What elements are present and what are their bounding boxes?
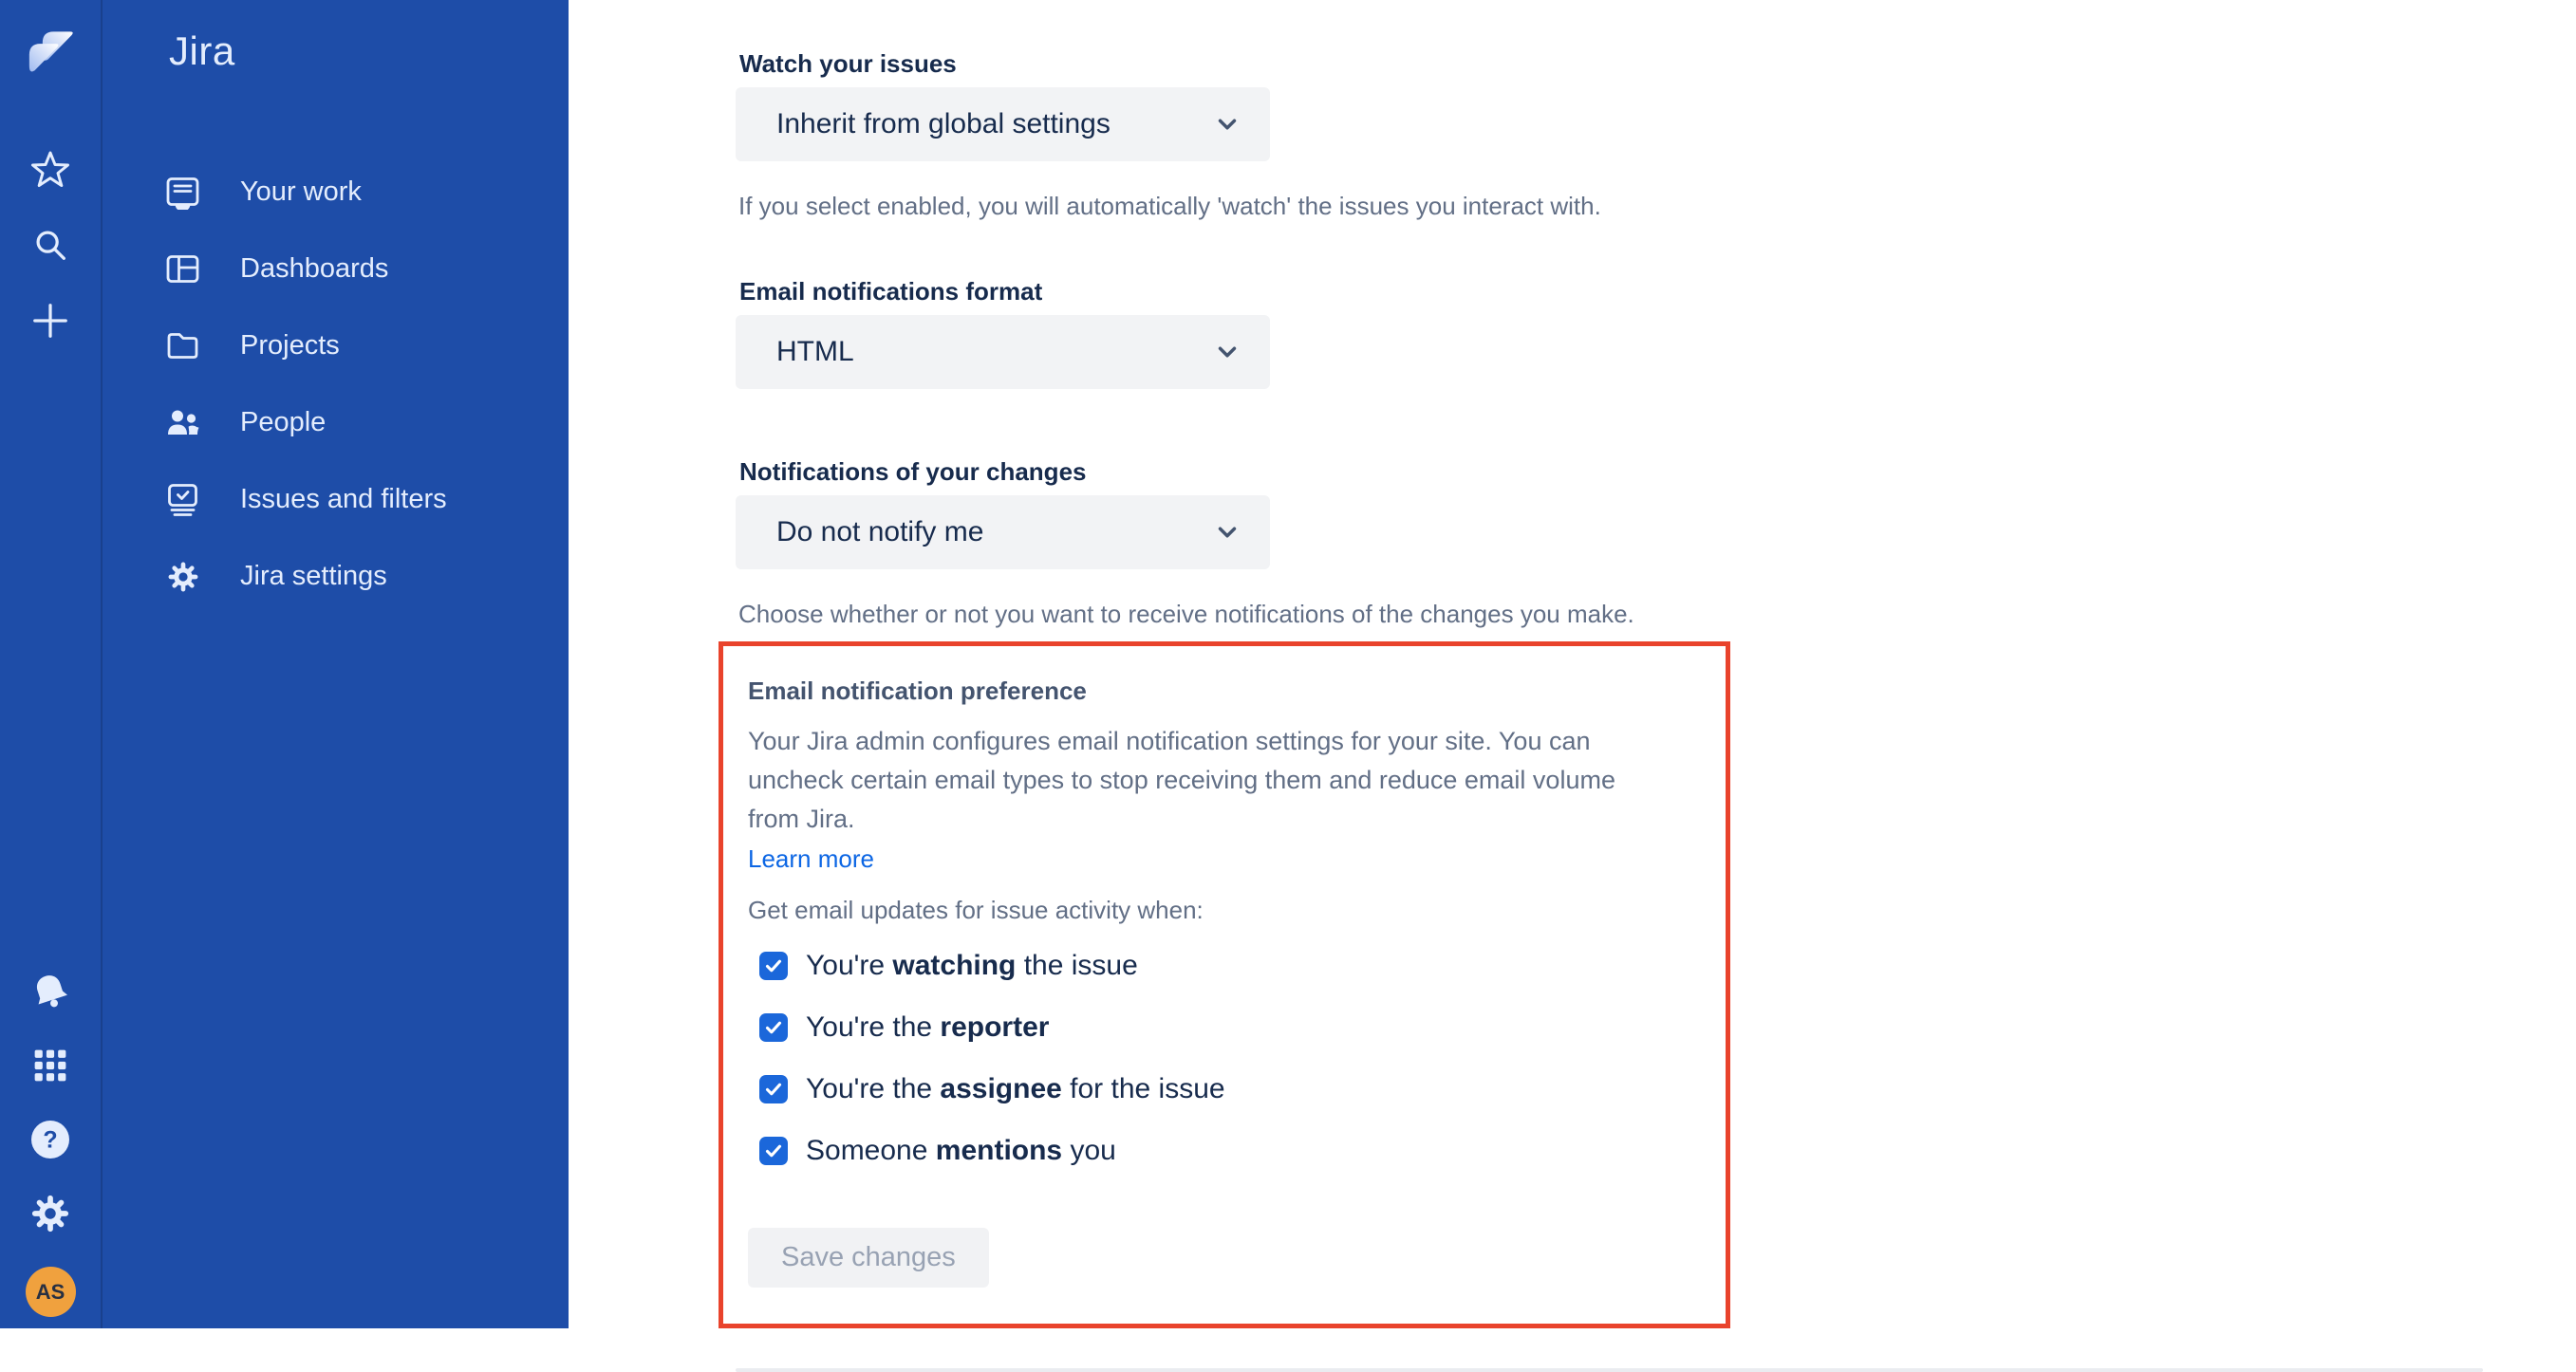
dashboards-icon [165,251,200,287]
personal-settings-page [569,0,2576,1328]
user-avatar[interactable]: AS [26,1267,76,1317]
select-value: Do not notify me [776,516,984,547]
notifications-bell-icon[interactable] [29,971,71,1012]
app-title: Jira [169,28,235,73]
help-icon[interactable] [29,1119,71,1160]
select-value: HTML [776,336,854,367]
sidebar-item-label: People [240,407,327,437]
learn-more-link[interactable]: Learn more [748,844,874,873]
sidebar-item-jira-settings[interactable] [103,538,569,615]
notify-changes-select[interactable] [736,495,1270,569]
sidebar-item-dashboards[interactable] [103,231,569,307]
jira-logo-icon[interactable] [24,23,77,76]
sidebar-item-label: Jira settings [240,561,387,591]
search-icon[interactable] [29,224,71,266]
email-format-select[interactable] [736,315,1270,389]
watch-your-issues-field [736,49,2576,220]
checkbox-mentions[interactable] [759,1137,788,1165]
field-label: Watch your issues [739,49,957,78]
watch-your-issues-select[interactable] [736,87,1270,161]
options-prompt: Get email updates for issue activity when: [748,896,1204,924]
checkbox-assignee[interactable] [759,1075,788,1103]
field-help-text: Choose whether or not you want to receive notifications of the changes you make. [738,600,1634,628]
app-switcher-grid-icon[interactable] [29,1045,71,1086]
checkbox-row-assignee[interactable] [759,1072,1688,1106]
sidebar-item-label: Issues and filters [240,484,447,514]
field-help-text: If you select enabled, you will automatically 'watch' the issues you interact with. [738,192,1601,220]
icon-rail [0,0,103,1328]
email-options-list [759,949,1688,1168]
favourites-star-icon[interactable] [29,148,71,190]
svg-text:?: ? [43,1126,58,1154]
sidebar-item-people[interactable] [103,384,569,461]
field-label: Notifications of your changes [739,457,1087,486]
sidebar-item-your-work[interactable] [103,154,569,231]
checkbox-label: You're watching the issue [806,950,1138,981]
section-heading: Email notification preference [748,677,1087,705]
checkbox-row-mentions[interactable] [759,1134,1688,1168]
checkbox-row-watching[interactable] [759,949,1688,983]
settings-gear-icon[interactable] [29,1193,71,1234]
sidebar-item-label: Your work [240,176,362,207]
checkbox-reporter[interactable] [759,1013,788,1042]
create-plus-icon[interactable] [29,300,71,342]
checkbox-label: Someone mentions you [806,1135,1116,1166]
sidebar-item-projects[interactable] [103,307,569,384]
sidebar-item-issues-and-filters[interactable] [103,461,569,538]
checkbox-row-reporter[interactable] [759,1010,1688,1045]
jira-settings-gear-icon [165,559,200,594]
your-work-icon [165,175,200,210]
email-notification-preference-highlight-box [719,641,1730,1328]
chevron-down-icon [1213,338,1241,366]
chevron-down-icon [1213,110,1241,139]
checkbox-label: You're the reporter [806,1011,1050,1043]
section-divider [736,1368,2483,1372]
field-label: Email notifications format [739,277,1043,306]
sidebar-item-label: Dashboards [240,253,389,284]
issues-filters-icon [165,482,200,517]
people-icon [165,405,200,440]
notify-changes-field [736,457,2576,628]
projects-folder-icon [165,328,200,363]
select-value: Inherit from global settings [776,108,1111,139]
checkbox-watching[interactable] [759,952,788,980]
section-description: Your Jira admin configures email notification settings for your site. You can uncheck certain email types to stop receiving them and reduce email volume from Jira. [748,727,1615,833]
sidebar-item-label: Projects [240,330,340,361]
email-format-field [736,277,2576,389]
sidebar-nav [103,0,569,1328]
save-changes-button[interactable]: Save changes [748,1228,989,1288]
checkbox-label: You're the assignee for the issue [806,1073,1225,1104]
chevron-down-icon [1213,518,1241,547]
